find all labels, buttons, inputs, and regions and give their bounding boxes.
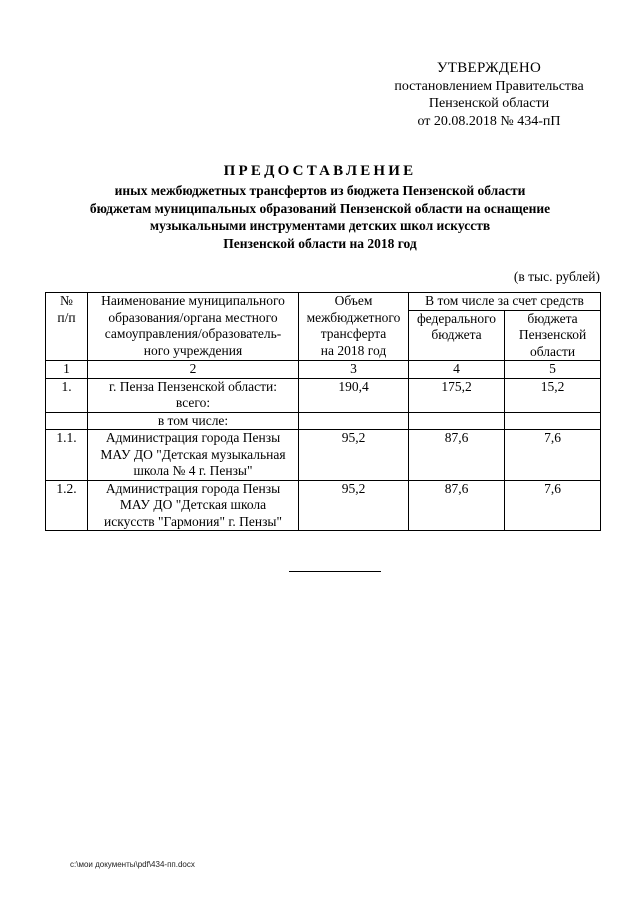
approval-block	[378, 60, 600, 130]
row-federal: 175,2	[409, 378, 505, 412]
header-volume: Объем межбюджетного трансферта на 2018 год	[299, 293, 409, 361]
row-regional: 15,2	[505, 378, 601, 412]
approval-line: от 20.08.2018 № 434-пП	[417, 113, 561, 129]
row-regional	[505, 412, 601, 430]
document-subtitle	[40, 182, 600, 252]
index-cell: 3	[299, 361, 409, 379]
table-row	[46, 430, 601, 481]
row-name: Администрация города Пензы МАУ ДО "Детская музыкальная школа № 4 г. Пензы"	[88, 430, 299, 481]
index-cell: 5	[505, 361, 601, 379]
units-note: (в тыс. рублей)	[513, 269, 600, 284]
subtitle-line: иных межбюджетных трансфертов из бюджета Пензенской области	[114, 183, 526, 198]
table-row	[46, 412, 601, 430]
approval-line: Пензенской области	[428, 96, 550, 111]
row-federal: 87,6	[409, 480, 505, 531]
subtitle-line: Пензенской области на 2018 год	[223, 235, 417, 251]
header-regional: бюджета Пензенской области	[505, 310, 601, 361]
index-cell: 1	[46, 361, 88, 379]
row-volume	[299, 412, 409, 430]
row-name: Администрация города Пензы МАУ ДО "Детская школа искусств "Гармония" г. Пензы"	[88, 480, 299, 531]
header-including: В том числе за счет средств	[409, 293, 601, 311]
row-name: г. Пенза Пензенской области: всего:	[88, 378, 299, 412]
row-num: 1.1.	[46, 430, 88, 481]
table-row	[46, 480, 601, 531]
subtitle-line: бюджетам муниципальных образований Пензенской области на оснащение	[89, 200, 551, 216]
row-federal	[409, 412, 505, 430]
row-volume: 95,2	[299, 430, 409, 481]
table-row	[46, 378, 601, 412]
row-volume: 190,4	[299, 378, 409, 412]
document-title: ПРЕДОСТАВЛЕНИЕ	[223, 163, 417, 179]
row-name: в том числе:	[88, 412, 299, 430]
subtitle-line: музыкальными инструментами детских школ искусств	[149, 218, 491, 233]
approval-title: УТВЕРЖДЕНО	[436, 60, 542, 76]
approval-line: постановлением Правительства	[394, 78, 584, 94]
header-name: Наименование муниципального образования/органа местного самоуправления/образователь- ного учреждения	[88, 293, 299, 361]
row-num	[46, 412, 88, 430]
row-regional: 7,6	[505, 480, 601, 531]
header-federal: федерального бюджета	[409, 310, 505, 361]
transfers-table	[45, 292, 601, 531]
header-num: № п/п	[46, 293, 88, 361]
index-cell: 2	[88, 361, 299, 379]
file-path: c:\мои документы\pdf\434-пп.docx	[70, 860, 195, 869]
row-federal: 87,6	[409, 430, 505, 481]
row-volume: 95,2	[299, 480, 409, 531]
row-regional: 7,6	[505, 430, 601, 481]
row-num: 1.2.	[46, 480, 88, 531]
separator-line	[289, 571, 381, 572]
row-num: 1.	[46, 378, 88, 412]
header-row	[46, 293, 601, 311]
column-index-row	[46, 361, 601, 379]
index-cell: 4	[409, 361, 505, 379]
